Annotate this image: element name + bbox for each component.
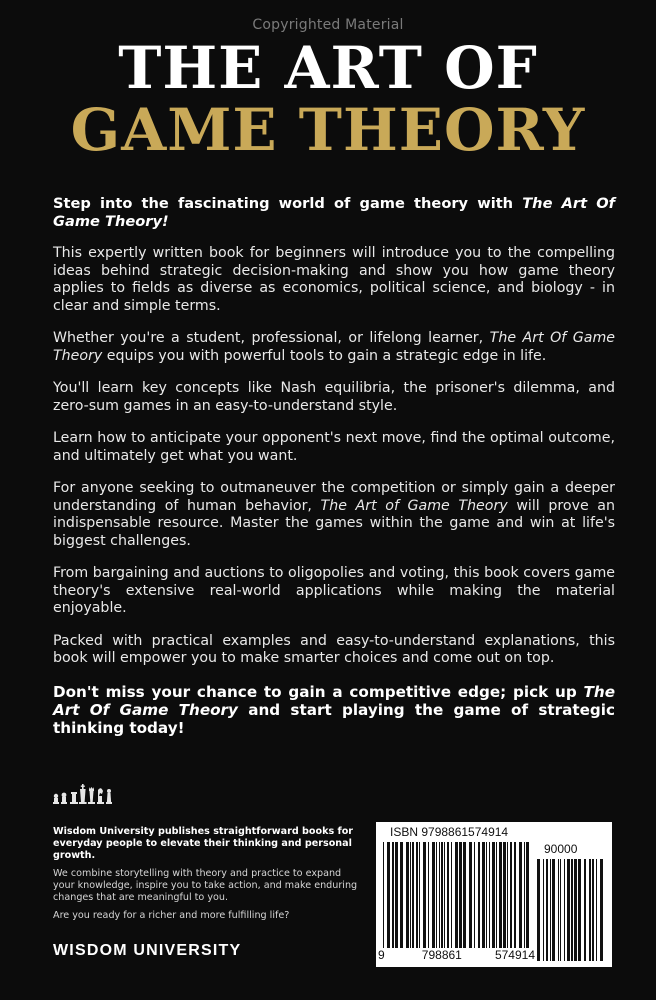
barcode-bar [395,842,398,948]
barcode-bar [383,842,384,948]
isbn-digits [378,948,535,962]
barcode-bar [492,842,495,948]
barcode-bar [510,842,512,948]
barcode-bar [519,842,522,948]
barcode-bar [478,842,480,948]
barcode-bar [463,842,466,948]
barcode-bar [526,842,529,948]
barcode-bar [436,842,437,948]
barcode-bar [432,842,435,948]
blurb-paragraph: Step into the fascinating world of game theory with The Art Of Game Theory! [53,195,615,230]
blurb-paragraph: For anyone seeking to outmaneuver the competition or simply gain a deeper understanding of human behavior, The Art of Game Theory will prove an indispensable resource. Master the games within the game and win at life's biggest challenges. [53,480,615,549]
isbn-digit-group-1: 798861 [421,948,462,962]
blurb-paragraph: This expertly written book for beginners will introduce you to the compelling ideas behind strategic decision-making and show you how game theory applies to fields as diverse as economics, political science, and biology - in clear and simple terms. [53,245,615,314]
title-line-1: THE ART OF [118,34,538,102]
barcode-bar [387,842,390,948]
isbn-label: ISBN 9798861574914 [390,825,509,839]
isbn-digit-lead: 9 [378,948,385,962]
barcode-bar [423,842,426,948]
isbn-digit-group-2: 574914 [494,948,535,962]
barcode-bar [416,842,418,948]
blurb-paragraph: From bargaining and auctions to oligopolies and voting, this book covers game theory's extensive real-world applications while making the material enjoyable. [53,565,615,616]
barcode-bar [439,842,440,948]
barcode-bar [567,859,570,961]
barcode-bar [564,859,565,961]
barcode-bar [558,859,559,961]
barcode-bar [469,842,472,948]
barcode-bar [455,842,458,948]
barcode-bar [524,842,525,948]
barcode-bar [571,859,573,961]
barcode-bar [406,842,409,948]
barcode-bar [592,859,594,961]
barcode-bar [482,842,485,948]
barcode-bar [584,859,586,961]
barcode-bar [410,842,411,948]
barcode-bar [392,842,394,948]
barcode-icon [382,842,534,948]
barcode-bar [543,859,544,961]
barcode-bar [444,842,445,948]
barcode-bar [514,842,516,948]
barcode-bar [596,859,597,961]
barcode-bar [560,859,561,961]
barcode-bar [441,842,443,948]
blurb-paragraph: You'll learn key concepts like Nash equilibria, the prisoner's dilemma, and zero-sum games in an easy-to-understand style. [53,380,615,414]
barcode-bar [499,842,502,948]
barcode-bar [400,842,403,948]
closing-paragraph: Don't miss your chance to gain a competitive edge; pick up The Art Of Game Theory and start playing the game of strategic thinking today! [53,682,615,737]
blurb-paragraph: Packed with practical examples and easy-to-understand explanations, this book will empower you to make smarter choices and come out on top. [53,632,615,666]
publisher-description: We combine storytelling with theory and practice to expand your knowledge, inspire you to take action, and make enduring changes that are meaningful to you. [53,868,358,903]
barcode-bar [578,859,581,961]
publisher-brand: WISDOM UNIVERSITY [53,942,242,959]
barcode-bar [486,842,487,948]
barcode-bar [419,842,420,948]
publisher-question: Are you ready for a richer and more fulfilling life? [53,910,290,921]
blurb-paragraph: Whether you're a student, professional, or lifelong learner, The Art Of Game Theory equips you with powerful tools to gain a strategic edge in life. [53,330,616,364]
barcode-bar [474,842,475,948]
barcode-bar [412,842,414,948]
barcode-bar [507,842,508,948]
barcode-bar [459,842,462,948]
chess-pieces-icon [52,781,114,805]
barcode-bar [550,859,551,961]
publisher-tagline: Wisdom University publishes straightforward books for everyday people to elevate their thinking and personal growth. [53,826,354,861]
blurb [53,195,615,752]
barcode-box [376,822,612,967]
publisher-info [53,826,365,928]
barcode-bar [552,859,555,961]
price-code: 90000 [544,842,578,856]
title-line-2: GAME THEORY [70,96,586,164]
barcode-bar [537,859,540,961]
barcode-bar [428,842,429,948]
barcode-bar [489,842,490,948]
barcode-bar [600,859,603,961]
blurb-paragraph: Learn how to anticipate your opponent's next move, find the optimal outcome, and ultimately get what you want. [53,430,615,464]
barcode-bar [574,859,577,961]
barcode-bar [503,842,506,948]
barcode-bar [589,859,591,961]
barcode-bar [451,842,452,948]
barcode-bar [546,859,548,961]
barcode-addon-icon [536,859,604,961]
copyright-watermark: Copyrighted Material [252,17,404,33]
barcode-bar [496,842,497,948]
barcode-bar [447,842,449,948]
